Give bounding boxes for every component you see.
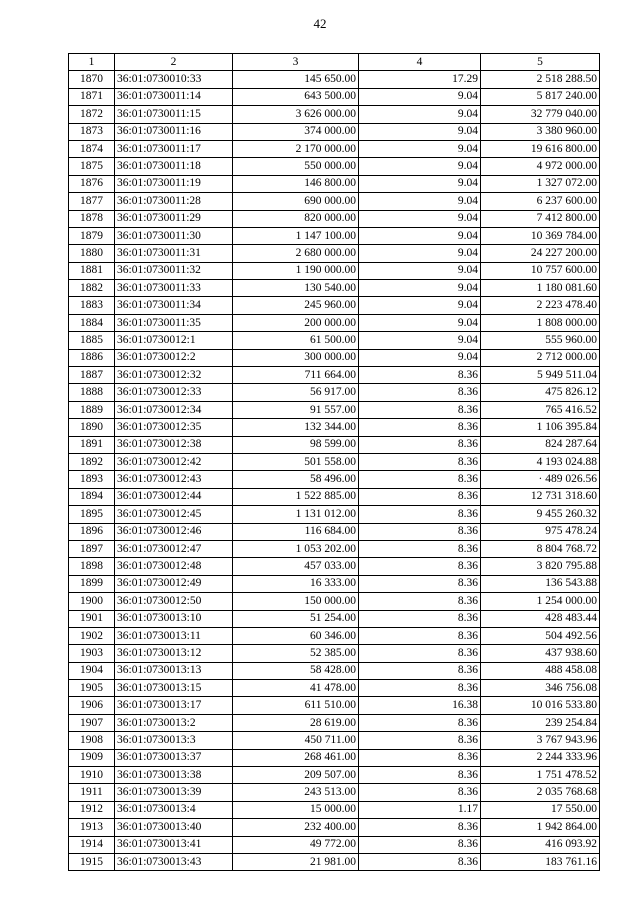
value-col3-cell: 2 680 000.00 — [233, 245, 359, 262]
value-col3-cell: 690 000.00 — [233, 193, 359, 210]
table-row — [69, 245, 600, 262]
row-number-cell: 1884 — [69, 314, 115, 331]
row-number-cell: 1872 — [69, 106, 115, 123]
value-col3-cell: 51 254.00 — [233, 610, 359, 627]
value-col4-cell: 8.36 — [359, 506, 481, 523]
row-number-cell: 1910 — [69, 767, 115, 784]
value-col5-cell: 488 458.08 — [481, 662, 600, 679]
value-col4-cell: 16.38 — [359, 697, 481, 714]
cadastral-number-cell: 36:01:0730011:34 — [115, 297, 233, 314]
value-col3-cell: 132 344.00 — [233, 419, 359, 436]
value-col5-cell: 1 751 478.52 — [481, 767, 600, 784]
value-col4-cell: 9.04 — [359, 262, 481, 279]
value-col5-cell: 975 478.24 — [481, 523, 600, 540]
row-number-cell: 1888 — [69, 384, 115, 401]
row-number-cell: 1889 — [69, 401, 115, 418]
value-col5-cell: 5 949 511.04 — [481, 367, 600, 384]
value-col3-cell: 16 333.00 — [233, 575, 359, 592]
cadastral-number-cell: 36:01:0730013:2 — [115, 714, 233, 731]
cadastral-number-cell: 36:01:0730011:30 — [115, 227, 233, 244]
header-col-5: 5 — [481, 54, 600, 71]
value-col4-cell: 17.29 — [359, 71, 481, 88]
cadastral-number-cell: 36:01:0730013:43 — [115, 853, 233, 870]
value-col5-cell: 4 193 024.88 — [481, 453, 600, 470]
value-col4-cell: 8.36 — [359, 453, 481, 470]
value-col3-cell: 41 478.00 — [233, 680, 359, 697]
value-col4-cell: 8.36 — [359, 645, 481, 662]
value-col5-cell: 239 254.84 — [481, 714, 600, 731]
header-col-2: 2 — [115, 54, 233, 71]
value-col3-cell: 91 557.00 — [233, 401, 359, 418]
table-row — [69, 140, 600, 157]
value-col5-cell: 2 035 768.68 — [481, 784, 600, 801]
row-number-cell: 1881 — [69, 262, 115, 279]
value-col3-cell: 98 599.00 — [233, 436, 359, 453]
table-row — [69, 784, 600, 801]
value-col4-cell: 8.36 — [359, 523, 481, 540]
value-col3-cell: 145 650.00 — [233, 71, 359, 88]
table-row — [69, 836, 600, 853]
cadastral-number-cell: 36:01:0730013:4 — [115, 801, 233, 818]
value-col5-cell: 32 779 040.00 — [481, 106, 600, 123]
cadastral-number-cell: 36:01:0730011:29 — [115, 210, 233, 227]
value-col5-cell: 3 767 943.96 — [481, 732, 600, 749]
value-col3-cell: 457 033.00 — [233, 558, 359, 575]
cadastral-number-cell: 36:01:0730013:41 — [115, 836, 233, 853]
value-col4-cell: 8.36 — [359, 680, 481, 697]
row-number-cell: 1911 — [69, 784, 115, 801]
cadastral-number-cell: 36:01:0730013:17 — [115, 697, 233, 714]
cadastral-number-cell: 36:01:0730012:44 — [115, 488, 233, 505]
table-row — [69, 819, 600, 836]
value-col4-cell: 9.04 — [359, 123, 481, 140]
value-col3-cell: 711 664.00 — [233, 367, 359, 384]
value-col5-cell: 3 380 960.00 — [481, 123, 600, 140]
value-col3-cell: 550 000.00 — [233, 158, 359, 175]
value-col5-cell: 8 804 768.72 — [481, 540, 600, 557]
table-row — [69, 384, 600, 401]
row-number-cell: 1901 — [69, 610, 115, 627]
header-col-3: 3 — [233, 54, 359, 71]
value-col3-cell: 49 772.00 — [233, 836, 359, 853]
value-col5-cell: 17 550.00 — [481, 801, 600, 818]
value-col5-cell: 7 412 800.00 — [481, 210, 600, 227]
value-col5-cell: 475 826.12 — [481, 384, 600, 401]
value-col3-cell: 130 540.00 — [233, 280, 359, 297]
table-row — [69, 210, 600, 227]
value-col4-cell: 9.04 — [359, 314, 481, 331]
table-row — [69, 488, 600, 505]
table-row — [69, 401, 600, 418]
value-col4-cell: 9.04 — [359, 245, 481, 262]
value-col3-cell: 61 500.00 — [233, 332, 359, 349]
cadastral-number-cell: 36:01:0730012:1 — [115, 332, 233, 349]
value-col3-cell: 1 190 000.00 — [233, 262, 359, 279]
cadastral-number-cell: 36:01:0730011:32 — [115, 262, 233, 279]
cadastral-number-cell: 36:01:0730011:14 — [115, 88, 233, 105]
row-number-cell: 1894 — [69, 488, 115, 505]
table-row — [69, 853, 600, 870]
table-row — [69, 71, 600, 88]
row-number-cell: 1905 — [69, 680, 115, 697]
value-col5-cell: 24 227 200.00 — [481, 245, 600, 262]
value-col3-cell: 820 000.00 — [233, 210, 359, 227]
value-col5-cell: 10 016 533.80 — [481, 697, 600, 714]
value-col5-cell: · 489 026.56 — [481, 471, 600, 488]
table-row — [69, 610, 600, 627]
value-col4-cell: 9.04 — [359, 280, 481, 297]
cadastral-number-cell: 36:01:0730013:11 — [115, 627, 233, 644]
table-row — [69, 471, 600, 488]
cadastral-number-cell: 36:01:0730012:45 — [115, 506, 233, 523]
value-col4-cell: 9.04 — [359, 193, 481, 210]
table-row — [69, 349, 600, 366]
value-col5-cell: 1 254 000.00 — [481, 593, 600, 610]
value-col3-cell: 58 496.00 — [233, 471, 359, 488]
cadastral-number-cell: 36:01:0730011:31 — [115, 245, 233, 262]
cadastral-number-cell: 36:01:0730012:47 — [115, 540, 233, 557]
row-number-cell: 1877 — [69, 193, 115, 210]
row-number-cell: 1897 — [69, 540, 115, 557]
row-number-cell: 1873 — [69, 123, 115, 140]
value-col3-cell: 21 981.00 — [233, 853, 359, 870]
table-row — [69, 801, 600, 818]
cadastral-number-cell: 36:01:0730012:49 — [115, 575, 233, 592]
cadastral-value-table — [68, 53, 600, 871]
row-number-cell: 1906 — [69, 697, 115, 714]
value-col3-cell: 146 800.00 — [233, 175, 359, 192]
cadastral-number-cell: 36:01:0730011:35 — [115, 314, 233, 331]
row-number-cell: 1886 — [69, 349, 115, 366]
value-col5-cell: 824 287.64 — [481, 436, 600, 453]
cadastral-number-cell: 36:01:0730011:19 — [115, 175, 233, 192]
value-col4-cell: 8.36 — [359, 662, 481, 679]
value-col3-cell: 1 522 885.00 — [233, 488, 359, 505]
cadastral-number-cell: 36:01:0730012:46 — [115, 523, 233, 540]
value-col5-cell: 4 972 000.00 — [481, 158, 600, 175]
row-number-cell: 1895 — [69, 506, 115, 523]
value-col5-cell: 1 106 395.84 — [481, 419, 600, 436]
table-row — [69, 523, 600, 540]
cadastral-number-cell: 36:01:0730011:33 — [115, 280, 233, 297]
value-col3-cell: 243 513.00 — [233, 784, 359, 801]
value-col3-cell: 200 000.00 — [233, 314, 359, 331]
value-col5-cell: 5 817 240.00 — [481, 88, 600, 105]
row-number-cell: 1896 — [69, 523, 115, 540]
row-number-cell: 1908 — [69, 732, 115, 749]
value-col3-cell: 374 000.00 — [233, 123, 359, 140]
value-col5-cell: 6 237 600.00 — [481, 193, 600, 210]
cadastral-number-cell: 36:01:0730012:48 — [115, 558, 233, 575]
row-number-cell: 1882 — [69, 280, 115, 297]
table-row — [69, 314, 600, 331]
value-col4-cell: 8.36 — [359, 732, 481, 749]
table-row — [69, 367, 600, 384]
table-row — [69, 767, 600, 784]
value-col5-cell: 2 712 000.00 — [481, 349, 600, 366]
row-number-cell: 1883 — [69, 297, 115, 314]
row-number-cell: 1874 — [69, 140, 115, 157]
value-col4-cell: 8.36 — [359, 767, 481, 784]
value-col4-cell: 8.36 — [359, 853, 481, 870]
table-row — [69, 662, 600, 679]
row-number-cell: 1876 — [69, 175, 115, 192]
value-col3-cell: 28 619.00 — [233, 714, 359, 731]
value-col4-cell: 8.36 — [359, 593, 481, 610]
table-row — [69, 680, 600, 697]
table-row — [69, 506, 600, 523]
value-col4-cell: 9.04 — [359, 210, 481, 227]
value-col5-cell: 765 416.52 — [481, 401, 600, 418]
cadastral-number-cell: 36:01:0730012:35 — [115, 419, 233, 436]
cadastral-number-cell: 36:01:0730011:16 — [115, 123, 233, 140]
row-number-cell: 1875 — [69, 158, 115, 175]
value-col3-cell: 1 053 202.00 — [233, 540, 359, 557]
value-col4-cell: 8.36 — [359, 471, 481, 488]
row-number-cell: 1891 — [69, 436, 115, 453]
cadastral-number-cell: 36:01:0730012:50 — [115, 593, 233, 610]
row-number-cell: 1899 — [69, 575, 115, 592]
cadastral-number-cell: 36:01:0730010:33 — [115, 71, 233, 88]
row-number-cell: 1885 — [69, 332, 115, 349]
value-col4-cell: 9.04 — [359, 297, 481, 314]
cadastral-number-cell: 36:01:0730011:18 — [115, 158, 233, 175]
cadastral-number-cell: 36:01:0730011:15 — [115, 106, 233, 123]
value-col5-cell: 9 455 260.32 — [481, 506, 600, 523]
table-row — [69, 262, 600, 279]
cadastral-number-cell: 36:01:0730013:12 — [115, 645, 233, 662]
table-row — [69, 227, 600, 244]
value-col4-cell: 9.04 — [359, 227, 481, 244]
value-col4-cell: 1.17 — [359, 801, 481, 818]
row-number-cell: 1887 — [69, 367, 115, 384]
value-col3-cell: 611 510.00 — [233, 697, 359, 714]
value-col5-cell: 183 761.16 — [481, 853, 600, 870]
cadastral-number-cell: 36:01:0730012:38 — [115, 436, 233, 453]
row-number-cell: 1878 — [69, 210, 115, 227]
value-col4-cell: 8.36 — [359, 749, 481, 766]
value-col3-cell: 58 428.00 — [233, 662, 359, 679]
value-col4-cell: 8.36 — [359, 367, 481, 384]
value-col3-cell: 60 346.00 — [233, 627, 359, 644]
value-col4-cell: 8.36 — [359, 488, 481, 505]
value-col5-cell: 10 369 784.00 — [481, 227, 600, 244]
table-row — [69, 645, 600, 662]
table-row — [69, 749, 600, 766]
value-col4-cell: 8.36 — [359, 575, 481, 592]
cadastral-number-cell: 36:01:0730013:3 — [115, 732, 233, 749]
value-col5-cell: 2 518 288.50 — [481, 71, 600, 88]
value-col4-cell: 8.36 — [359, 819, 481, 836]
table-row — [69, 419, 600, 436]
row-number-cell: 1871 — [69, 88, 115, 105]
table-row — [69, 540, 600, 557]
table-row — [69, 732, 600, 749]
row-number-cell: 1892 — [69, 453, 115, 470]
row-number-cell: 1913 — [69, 819, 115, 836]
value-col4-cell: 9.04 — [359, 88, 481, 105]
header-col-4: 4 — [359, 54, 481, 71]
cadastral-number-cell: 36:01:0730012:32 — [115, 367, 233, 384]
table-row — [69, 697, 600, 714]
row-number-cell: 1880 — [69, 245, 115, 262]
value-col5-cell: 3 820 795.88 — [481, 558, 600, 575]
table-body — [69, 71, 600, 871]
value-col3-cell: 1 131 012.00 — [233, 506, 359, 523]
value-col3-cell: 56 917.00 — [233, 384, 359, 401]
value-col5-cell: 12 731 318.60 — [481, 488, 600, 505]
table-header-row — [69, 54, 600, 71]
table-row — [69, 575, 600, 592]
value-col5-cell: 555 960.00 — [481, 332, 600, 349]
value-col4-cell: 9.04 — [359, 158, 481, 175]
value-col3-cell: 501 558.00 — [233, 453, 359, 470]
value-col5-cell: 416 093.92 — [481, 836, 600, 853]
cadastral-number-cell: 36:01:0730012:34 — [115, 401, 233, 418]
cadastral-number-cell: 36:01:0730012:2 — [115, 349, 233, 366]
value-col4-cell: 8.36 — [359, 558, 481, 575]
value-col5-cell: 136 543.88 — [481, 575, 600, 592]
row-number-cell: 1902 — [69, 627, 115, 644]
value-col4-cell: 8.36 — [359, 627, 481, 644]
value-col3-cell: 643 500.00 — [233, 88, 359, 105]
value-col4-cell: 9.04 — [359, 332, 481, 349]
table-row — [69, 627, 600, 644]
row-number-cell: 1914 — [69, 836, 115, 853]
row-number-cell: 1907 — [69, 714, 115, 731]
value-col3-cell: 116 684.00 — [233, 523, 359, 540]
value-col5-cell: 19 616 800.00 — [481, 140, 600, 157]
table-row — [69, 593, 600, 610]
table-row — [69, 106, 600, 123]
value-col5-cell: 346 756.08 — [481, 680, 600, 697]
value-col3-cell: 232 400.00 — [233, 819, 359, 836]
cadastral-number-cell: 36:01:0730013:38 — [115, 767, 233, 784]
cadastral-number-cell: 36:01:0730011:17 — [115, 140, 233, 157]
row-number-cell: 1912 — [69, 801, 115, 818]
header-col-1: 1 — [69, 54, 115, 71]
row-number-cell: 1893 — [69, 471, 115, 488]
value-col5-cell: 1 180 081.60 — [481, 280, 600, 297]
value-col4-cell: 8.36 — [359, 610, 481, 627]
value-col3-cell: 3 626 000.00 — [233, 106, 359, 123]
table-row — [69, 280, 600, 297]
value-col3-cell: 245 960.00 — [233, 297, 359, 314]
cadastral-number-cell: 36:01:0730013:40 — [115, 819, 233, 836]
row-number-cell: 1900 — [69, 593, 115, 610]
value-col4-cell: 8.36 — [359, 384, 481, 401]
table-row — [69, 453, 600, 470]
value-col4-cell: 8.36 — [359, 419, 481, 436]
value-col5-cell: 10 757 600.00 — [481, 262, 600, 279]
cadastral-number-cell: 36:01:0730011:28 — [115, 193, 233, 210]
value-col5-cell: 1 327 072.00 — [481, 175, 600, 192]
value-col3-cell: 2 170 000.00 — [233, 140, 359, 157]
table-row — [69, 436, 600, 453]
table-row — [69, 123, 600, 140]
row-number-cell: 1903 — [69, 645, 115, 662]
value-col5-cell: 1 808 000.00 — [481, 314, 600, 331]
cadastral-number-cell: 36:01:0730012:42 — [115, 453, 233, 470]
table-row — [69, 88, 600, 105]
value-col3-cell: 150 000.00 — [233, 593, 359, 610]
table-row — [69, 714, 600, 731]
value-col4-cell: 8.36 — [359, 714, 481, 731]
value-col3-cell: 1 147 100.00 — [233, 227, 359, 244]
value-col3-cell: 15 000.00 — [233, 801, 359, 818]
table-row — [69, 158, 600, 175]
row-number-cell: 1879 — [69, 227, 115, 244]
value-col4-cell: 8.36 — [359, 836, 481, 853]
value-col4-cell: 9.04 — [359, 175, 481, 192]
value-col3-cell: 209 507.00 — [233, 767, 359, 784]
value-col4-cell: 9.04 — [359, 140, 481, 157]
value-col3-cell: 52 385.00 — [233, 645, 359, 662]
value-col5-cell: 428 483.44 — [481, 610, 600, 627]
row-number-cell: 1890 — [69, 419, 115, 436]
table-row — [69, 175, 600, 192]
value-col5-cell: 1 942 864.00 — [481, 819, 600, 836]
row-number-cell: 1904 — [69, 662, 115, 679]
cadastral-number-cell: 36:01:0730012:33 — [115, 384, 233, 401]
table-row — [69, 332, 600, 349]
value-col3-cell: 268 461.00 — [233, 749, 359, 766]
cadastral-number-cell: 36:01:0730013:15 — [115, 680, 233, 697]
cadastral-number-cell: 36:01:0730012:43 — [115, 471, 233, 488]
table-row — [69, 297, 600, 314]
cadastral-number-cell: 36:01:0730013:13 — [115, 662, 233, 679]
cadastral-number-cell: 36:01:0730013:39 — [115, 784, 233, 801]
value-col3-cell: 300 000.00 — [233, 349, 359, 366]
table-row — [69, 193, 600, 210]
table-row — [69, 558, 600, 575]
value-col4-cell: 8.36 — [359, 784, 481, 801]
row-number-cell: 1898 — [69, 558, 115, 575]
value-col4-cell: 8.36 — [359, 436, 481, 453]
value-col4-cell: 9.04 — [359, 349, 481, 366]
value-col5-cell: 437 938.60 — [481, 645, 600, 662]
cadastral-number-cell: 36:01:0730013:37 — [115, 749, 233, 766]
value-col4-cell: 8.36 — [359, 401, 481, 418]
row-number-cell: 1870 — [69, 71, 115, 88]
row-number-cell: 1909 — [69, 749, 115, 766]
row-number-cell: 1915 — [69, 853, 115, 870]
value-col5-cell: 504 492.56 — [481, 627, 600, 644]
page-number: 42 — [313, 16, 327, 31]
value-col3-cell: 450 711.00 — [233, 732, 359, 749]
value-col5-cell: 2 223 478.40 — [481, 297, 600, 314]
cadastral-number-cell: 36:01:0730013:10 — [115, 610, 233, 627]
value-col4-cell: 9.04 — [359, 106, 481, 123]
value-col4-cell: 8.36 — [359, 540, 481, 557]
value-col5-cell: 2 244 333.96 — [481, 749, 600, 766]
